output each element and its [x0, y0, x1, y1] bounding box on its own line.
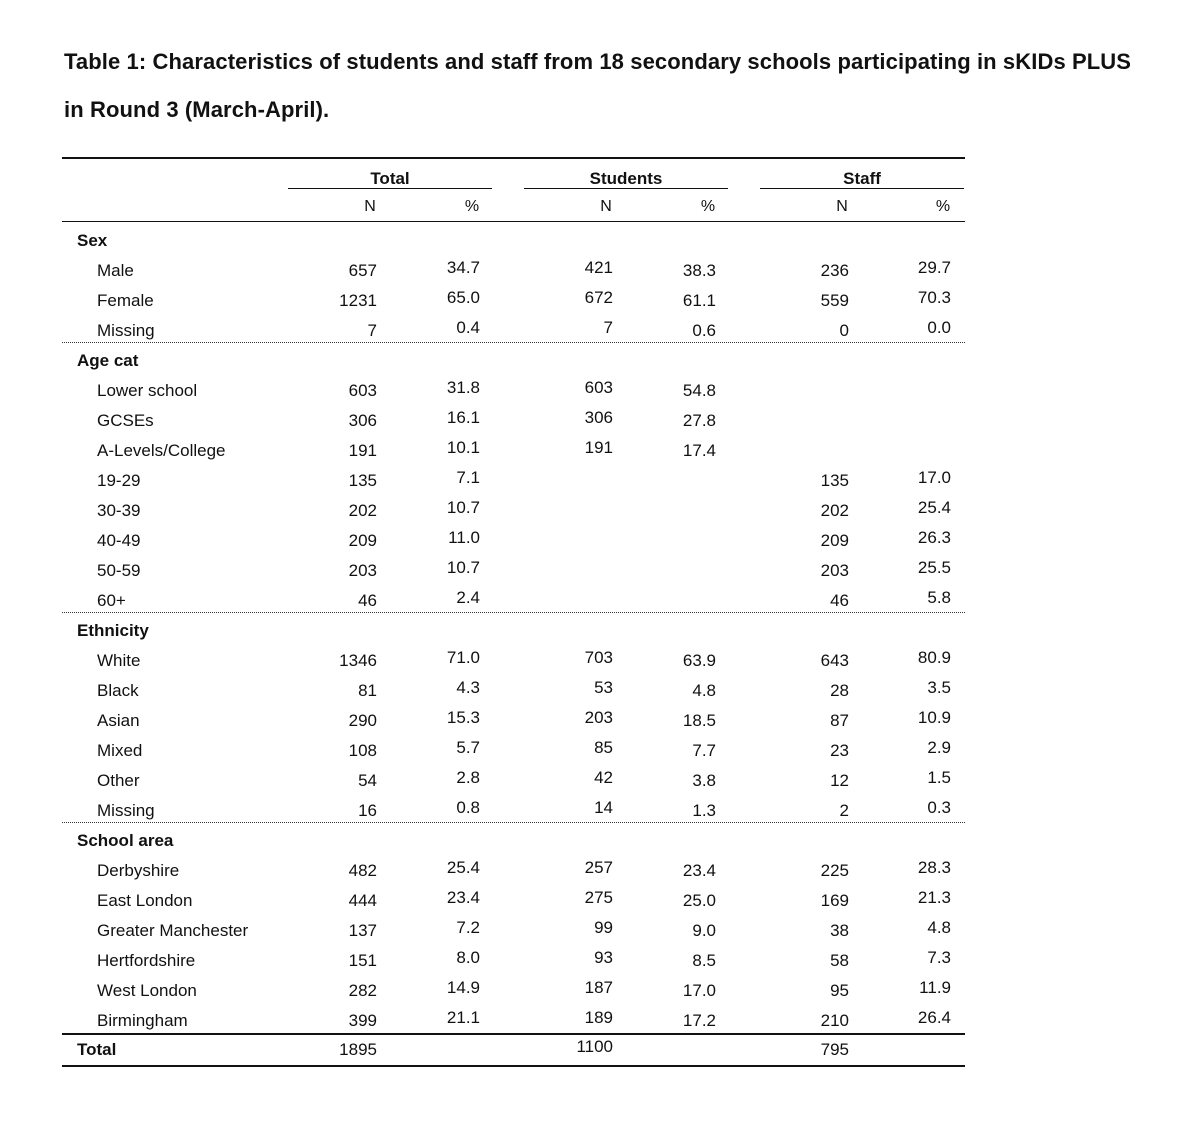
cell-students-pct: 17.0	[682, 981, 716, 1000]
cell-total-n: 306	[348, 411, 377, 430]
table-top-rule	[62, 157, 965, 159]
cell-total-pct: 4.3	[456, 678, 480, 697]
cell-total-pct: 2.8	[456, 768, 480, 787]
cell-total-pct: 34.7	[446, 258, 480, 277]
row-label: Female	[97, 291, 154, 310]
cell-students-n: 603	[584, 378, 613, 397]
cell-staff-n: 38	[830, 921, 849, 940]
table-row	[62, 946, 965, 976]
cell-total-pct: 71.0	[446, 648, 480, 667]
cell-staff-pct: 2.9	[927, 738, 951, 757]
cell-staff-pct: 80.9	[917, 648, 951, 667]
section-label: Ethnicity	[77, 621, 149, 640]
table-row	[62, 286, 965, 316]
cell-staff-pct: 1.5	[927, 768, 951, 787]
cell-total-pct: 23.4	[446, 888, 480, 907]
cell-students-pct: 1.3	[692, 801, 716, 820]
cell-total-staff-n: 795	[820, 1040, 849, 1059]
table-row	[62, 856, 965, 886]
cell-staff-pct: 26.4	[917, 1008, 951, 1027]
cell-staff-n: 203	[820, 561, 849, 580]
header-group-students: Students	[589, 169, 663, 188]
cell-students-pct: 17.4	[682, 441, 716, 460]
cell-staff-n: 95	[830, 981, 849, 1000]
header-total-n: N	[364, 198, 376, 215]
cell-total-pct: 10.1	[446, 438, 480, 457]
cell-staff-n: 236	[820, 261, 849, 280]
cell-staff-n: 12	[830, 771, 849, 790]
cell-total-pct: 31.8	[446, 378, 480, 397]
cell-students-n: 187	[584, 978, 613, 997]
cell-staff-pct: 5.8	[927, 588, 951, 607]
cell-staff-pct: 29.7	[917, 258, 951, 277]
cell-total-n: 16	[358, 801, 377, 820]
row-label: GCSEs	[97, 411, 154, 430]
header-total-pct: %	[464, 198, 480, 215]
cell-total-pct: 5.7	[456, 738, 480, 757]
cell-students-n: 99	[594, 918, 613, 937]
cell-students-n: 7	[603, 318, 613, 337]
section-label: School area	[77, 831, 174, 850]
section-header-school-area	[62, 826, 965, 856]
total-label: Total	[77, 1040, 117, 1059]
total-row	[62, 1035, 965, 1065]
cell-staff-pct: 26.3	[917, 528, 951, 547]
cell-total-n: 444	[348, 891, 377, 910]
table-row	[62, 1006, 965, 1036]
cell-total-n: 209	[348, 531, 377, 550]
cell-staff-pct: 7.3	[927, 948, 951, 967]
cell-total-pct: 25.4	[446, 858, 480, 877]
cell-total-pct: 10.7	[446, 498, 480, 517]
header-students-pct: %	[700, 198, 716, 215]
cell-students-n: 191	[584, 438, 613, 457]
cell-staff-pct: 25.4	[917, 498, 951, 517]
cell-total-n: 46	[358, 591, 377, 610]
cell-total-pct: 11.0	[448, 528, 480, 547]
cell-students-pct: 17.2	[682, 1011, 716, 1030]
row-label: Missing	[97, 801, 155, 820]
row-label: Greater Manchester	[97, 921, 249, 940]
cell-total-n: 282	[348, 981, 377, 1000]
cell-students-pct: 61.1	[682, 291, 716, 310]
cell-staff-pct: 4.8	[927, 918, 951, 937]
header-staff-pct: %	[935, 198, 951, 215]
cell-total-n: 1231	[339, 291, 377, 310]
row-label: Lower school	[97, 381, 198, 400]
header-group-total: Total	[370, 169, 410, 188]
cell-staff-pct: 10.9	[917, 708, 951, 727]
cell-staff-n: 169	[820, 891, 849, 910]
cell-staff-pct: 0.3	[927, 798, 951, 817]
cell-students-n: 85	[594, 738, 613, 757]
cell-staff-n: 23	[830, 741, 849, 760]
cell-students-n: 189	[584, 1008, 613, 1027]
header-bottom-rule	[62, 221, 965, 222]
row-label: West London	[97, 981, 197, 1000]
row-label: 30-39	[97, 501, 141, 520]
cell-students-pct: 0.6	[692, 321, 716, 340]
cell-staff-n: 46	[830, 591, 849, 610]
row-label: Birmingham	[97, 1011, 188, 1030]
cell-total-pct: 2.4	[456, 588, 480, 607]
table-row	[62, 646, 965, 676]
cell-total-n: 202	[348, 501, 377, 520]
cell-total-n: 191	[348, 441, 377, 460]
row-label: Derbyshire	[97, 861, 180, 880]
table-row	[62, 766, 965, 796]
cell-staff-n: 2	[839, 801, 849, 820]
cell-staff-pct: 21.3	[917, 888, 951, 907]
cell-students-pct: 54.8	[682, 381, 716, 400]
table-bottom-rule	[62, 1065, 965, 1067]
header-group-students-underline	[524, 188, 728, 189]
row-label: Black	[97, 681, 139, 700]
section-label: Age cat	[77, 351, 139, 370]
cell-students-pct: 63.9	[682, 651, 716, 670]
cell-students-n: 306	[584, 408, 613, 427]
section-header-age-cat	[62, 346, 965, 376]
table-row	[62, 526, 965, 556]
cell-staff-pct: 17.0	[917, 468, 951, 487]
header-group-staff: Staff	[843, 169, 881, 188]
cell-total-n: 482	[348, 861, 377, 880]
row-label: White	[97, 651, 141, 670]
cell-students-n: 421	[584, 258, 613, 277]
cell-students-n: 53	[594, 678, 613, 697]
section-header-ethnicity	[62, 616, 965, 646]
cell-students-n: 203	[584, 708, 613, 727]
cell-total-pct: 7.1	[456, 468, 480, 487]
cell-students-n: 42	[594, 768, 613, 787]
cell-total-pct: 10.7	[446, 558, 480, 577]
section-divider	[62, 822, 965, 823]
cell-total-n: 135	[348, 471, 377, 490]
cell-staff-pct: 0.0	[927, 318, 951, 337]
cell-students-pct: 3.8	[692, 771, 716, 790]
section-divider	[62, 612, 965, 613]
row-label: Other	[97, 771, 140, 790]
table-row	[62, 256, 965, 286]
cell-students-pct: 9.0	[692, 921, 716, 940]
table-row	[62, 736, 965, 766]
cell-staff-n: 0	[839, 321, 849, 340]
table-row	[62, 916, 965, 946]
cell-staff-pct: 11.9	[919, 978, 951, 997]
table-row	[62, 556, 965, 586]
cell-staff-n: 135	[820, 471, 849, 490]
cell-total-pct: 14.9	[446, 978, 480, 997]
cell-staff-pct: 70.3	[917, 288, 951, 307]
cell-total-pct: 8.0	[456, 948, 480, 967]
row-label: A-Levels/College	[97, 441, 226, 460]
section-divider	[62, 342, 965, 343]
cell-students-pct: 18.5	[682, 711, 716, 730]
cell-total-pct: 0.8	[456, 798, 480, 817]
row-label: 60+	[97, 591, 126, 610]
header-group-staff-underline	[760, 188, 964, 189]
cell-staff-n: 58	[830, 951, 849, 970]
row-label: Mixed	[97, 741, 143, 760]
cell-total-n: 137	[348, 921, 377, 940]
cell-staff-n: 87	[830, 711, 849, 730]
cell-total-students-n: 1100	[576, 1037, 613, 1056]
cell-students-n: 275	[584, 888, 613, 907]
cell-staff-pct: 25.5	[917, 558, 951, 577]
cell-staff-n: 643	[820, 651, 849, 670]
cell-staff-pct: 28.3	[917, 858, 951, 877]
table-row	[62, 496, 965, 526]
cell-students-pct: 38.3	[682, 261, 716, 280]
cell-total-total-n: 1895	[339, 1040, 377, 1059]
table-title	[64, 38, 1184, 134]
header-group-total-underline	[288, 188, 492, 189]
cell-total-n: 54	[358, 771, 377, 790]
cell-total-n: 1346	[339, 651, 377, 670]
table-row	[62, 676, 965, 706]
cell-staff-n: 559	[820, 291, 849, 310]
cell-staff-pct: 3.5	[927, 678, 951, 697]
cell-total-pct: 7.2	[456, 918, 480, 937]
cell-staff-n: 202	[820, 501, 849, 520]
cell-students-pct: 8.5	[692, 951, 716, 970]
row-label: Male	[97, 261, 134, 280]
table-title-line2: in Round 3 (March-April).	[64, 97, 330, 122]
cell-students-pct: 4.8	[692, 681, 716, 700]
row-label: Hertfordshire	[97, 951, 196, 970]
row-label: Missing	[97, 321, 155, 340]
table-title-line1: Table 1: Characteristics of students and staff from 18 secondary schools participating in sKIDs PLUS	[64, 49, 1132, 74]
cell-total-n: 290	[348, 711, 377, 730]
cell-total-n: 657	[348, 261, 377, 280]
cell-students-n: 672	[584, 288, 613, 307]
cell-students-pct: 25.0	[682, 891, 716, 910]
header-students-n: N	[600, 198, 612, 215]
cell-total-n: 151	[348, 951, 377, 970]
cell-total-n: 81	[358, 681, 377, 700]
cell-staff-n: 209	[820, 531, 849, 550]
row-label: 50-59	[97, 561, 141, 580]
cell-students-pct: 7.7	[692, 741, 716, 760]
row-label: 40-49	[97, 531, 141, 550]
cell-total-n: 7	[367, 321, 377, 340]
cell-students-n: 93	[594, 948, 613, 967]
table-row	[62, 376, 965, 406]
cell-staff-n: 28	[830, 681, 849, 700]
cell-total-n: 603	[348, 381, 377, 400]
cell-students-pct: 27.8	[682, 411, 716, 430]
table-row	[62, 466, 965, 496]
row-label: Asian	[97, 711, 140, 730]
cell-total-pct: 0.4	[456, 318, 480, 337]
cell-total-pct: 15.3	[446, 708, 480, 727]
cell-total-n: 399	[348, 1011, 377, 1030]
row-label: East London	[97, 891, 193, 910]
cell-total-pct: 16.1	[446, 408, 480, 427]
cell-students-n: 257	[584, 858, 613, 877]
table-row	[62, 706, 965, 736]
cell-total-n: 108	[348, 741, 377, 760]
header-staff-n: N	[836, 198, 848, 215]
section-label: Sex	[77, 231, 108, 250]
row-label: 19-29	[97, 471, 141, 490]
table-row	[62, 976, 965, 1006]
table-row	[62, 436, 965, 466]
table-row	[62, 406, 965, 436]
cell-staff-n: 225	[820, 861, 849, 880]
cell-students-n: 703	[584, 648, 613, 667]
cell-total-pct: 65.0	[446, 288, 480, 307]
cell-total-n: 203	[348, 561, 377, 580]
cell-staff-n: 210	[820, 1011, 849, 1030]
cell-total-pct: 21.1	[446, 1008, 480, 1027]
table-row	[62, 886, 965, 916]
section-header-sex	[62, 226, 965, 256]
cell-students-pct: 23.4	[682, 861, 716, 880]
cell-students-n: 14	[594, 798, 613, 817]
